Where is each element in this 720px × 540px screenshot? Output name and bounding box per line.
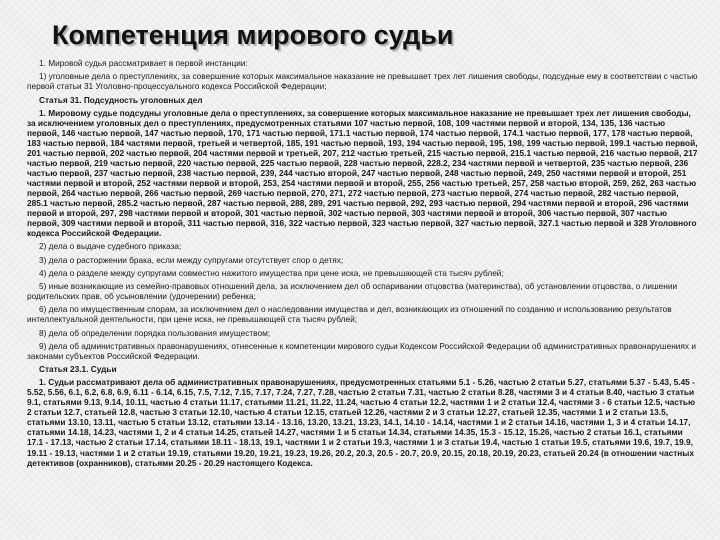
article-text: 1. Мировому судье подсудны уголовные дела о преступлениях, за совершение которых максимальное наказание не превышает трех лет лишения свободы, за исключением уголовных дел о преступлениях, предусмотренных статьями 107 частью первой, 108, 109 частями первой и второй, 134, 135, 136 частью первой, 146 частью первой, 147 частью первой, 170, 171 частью первой, 171.1 частью первой, 174 частью первой, 174.1 частью первой, 177, 178 частью первой, 183 частью первой, 184 частями первой, третьей и четвертой, 185, 191 частью первой, 193, 194 частью первой, 195, 198, 199 частью первой, 199.1 частью первой, 201 частью первой, 202 частью первой, 204 частями первой и третьей, 207, 212 частью третьей, 215 частью первой, 215.1 частью первой, 216 частью первой, 217 частью первой, 219 частью первой, 220 частью первой, 225 частью первой, 228 частью первой, 228.2, 234 частями первой и четвертой, 235 частью первой, 236 частью первой, 237 частью первой, 238 частью первой, 239, 244 частью второй, 247 частью первой, 248 частью первой, 249, 250 частями первой и второй, 251 частями первой и второй, 252 частями первой и второй, 253, 254 частями первой и второй, 255, 256 частью третьей, 257, 258 частью второй, 259, 262, 263 частью первой, 264 частью первой, 266 частью первой, 269 частью первой, 270, 271, 272 частью первой, 273 частью первой, 274 частью первой, 282 частью первой, 285.1 частью первой, 285.2 частью первой, 287 частью первой, 288, 289, 291 частью первой, 292, 293 частью первой, 294 частями первой и второй, 296 частями первой и второй, 297, 298 частями первой и второй, 301 частью первой, 302 частью первой, 303 частями первой и второй, 306 частью первой, 307 частью первой, 309 частями первой и второй, 311 частью первой, 316, 322 частью первой, 323 частью первой, 327 частью первой, 327.1 частью первой и 328 Уголовного кодекса Российской Федерации. (27, 107, 698, 239)
paragraph: 5) иные возникающие из семейно-правовых отношений дела, за исключением дел об оспаривании отцовства (материнства), об установлении отцовства, о лишении родительских прав, об усыновлении (удочерении) ребенка; (27, 281, 678, 302)
paragraph: 6) дела по имущественным спорам, за исключением дел о наследовании имущества и дел, возникающих из отношений по созданию и использованию результатов интеллектуальной деятельности, при цене иска, не превышающей ста тысяч рублей; (27, 304, 672, 325)
article-heading: Статья 23.1. Судьи (39, 364, 117, 375)
paragraph: 3) дела о расторжении брака, если между супругами отсутствует спор о детях; (39, 254, 344, 265)
paragraph: 1) уголовные дела о преступлениях, за совершение которых максимальное наказание не превышает трех лет лишения свободы, подсудные ему в соответствии с частью первой статьи 31 Уголовно-процессуального кодекса Российской Федерации; (27, 71, 698, 92)
paragraph: 8) дела об определении порядка пользования имуществом; (39, 327, 271, 338)
slide-content (27, 58, 699, 471)
paragraph: 2) дела о выдаче судебного приказа; (39, 241, 182, 252)
paragraph: 1. Мировой судья рассматривает в первой инстанции: (39, 58, 248, 68)
paragraph: 4) дела о разделе между супругами совместно нажитого имущества при цене иска, не превышающей ста тысяч рублей; (39, 267, 504, 278)
article-heading: Статья 31. Подсудность уголовных дел (39, 94, 203, 105)
paragraph: 9) дела об административных правонарушениях, отнесенные к компетенции мирового судьи Кодексом Российской Федерации об административных правонарушениях и законами субъектов Российской Федерации. (27, 340, 696, 361)
page-title: Компетенция мирового судьи (52, 20, 454, 50)
article-text: 1. Судьи рассматривают дела об административных правонарушениях, предусмотренных статьями 5.1 - 5.26, частью 2 статьи 5.27, статьями 5.37 - 5.43, 5.45 - 5.52, 5.56, 6.1, 6.2, 6.8, 6.9, 6.11 - 6.14, 6.15, 7.5, 7.12, 7.15, 7.17, 7.24, 7.27, 7.28, частью 2 статьи 7.31, частью 2 статьи 8.28, частями 3 и 4 статьи 8.40, частью 3 статьи 9.1, статьями 9.13, 9.14, 10.11, частью 4 статьи 11.17, статьями 11.21, 11.22, 11.24, частью 4 статьи 12.2, частями 1 и 2 статьи 12.4, частями 3 - 6 статьи 12.5, частью 2 статьи 12.7, статьей 12.8, частью 3 статьи 12.10, частью 4 статьи 12.15, статьей 12.26, частями 2 и 3 статьи 12.27, статьей 12.35, частями 1 и 2 статьи 13.5, статьями 13.10, 13.11, частью 5 статьи 13.12, статьями 13.14 - 13.16, 13.20, 13.21, 13.23, 14.1, 14.10 - 14.14, частями 1 и 2 статьи 14.16, частями 1, 3 и 4 статьи 14.17, статьями 14.18, 14.23, частями 1, 2 и 4 статьи 14.25, статьей 14.27, частями 1 и 5 статьи 14.34, статьями 14.35, 15.3 - 15.12, 15.26, частью 2 статьи 16.1, статьями 17.1 - 17.13, частью 2 статьи 17.14, статьями 18.11 - 18.13, 19.1, частями 1 и 2 статьи 19.3, частями 1 и 3 статьи 19.4, частью 1 статьи 19.5, статьями 19.6, 19.7, 19.9, 19.11 - 19.13, частями 1 и 2 статьи 19.19, статьями 19.20, 19.21, 19.23, 19.26, 20.2, 20.3, 20.5 - 20.7, 20.9, 20.15, 20.18, 20.19, 20.23, статьей 20.24 (в отношении частных детективов (охранников), статьями 20.25 - 20.29 настоящего Кодекса. (27, 377, 696, 468)
